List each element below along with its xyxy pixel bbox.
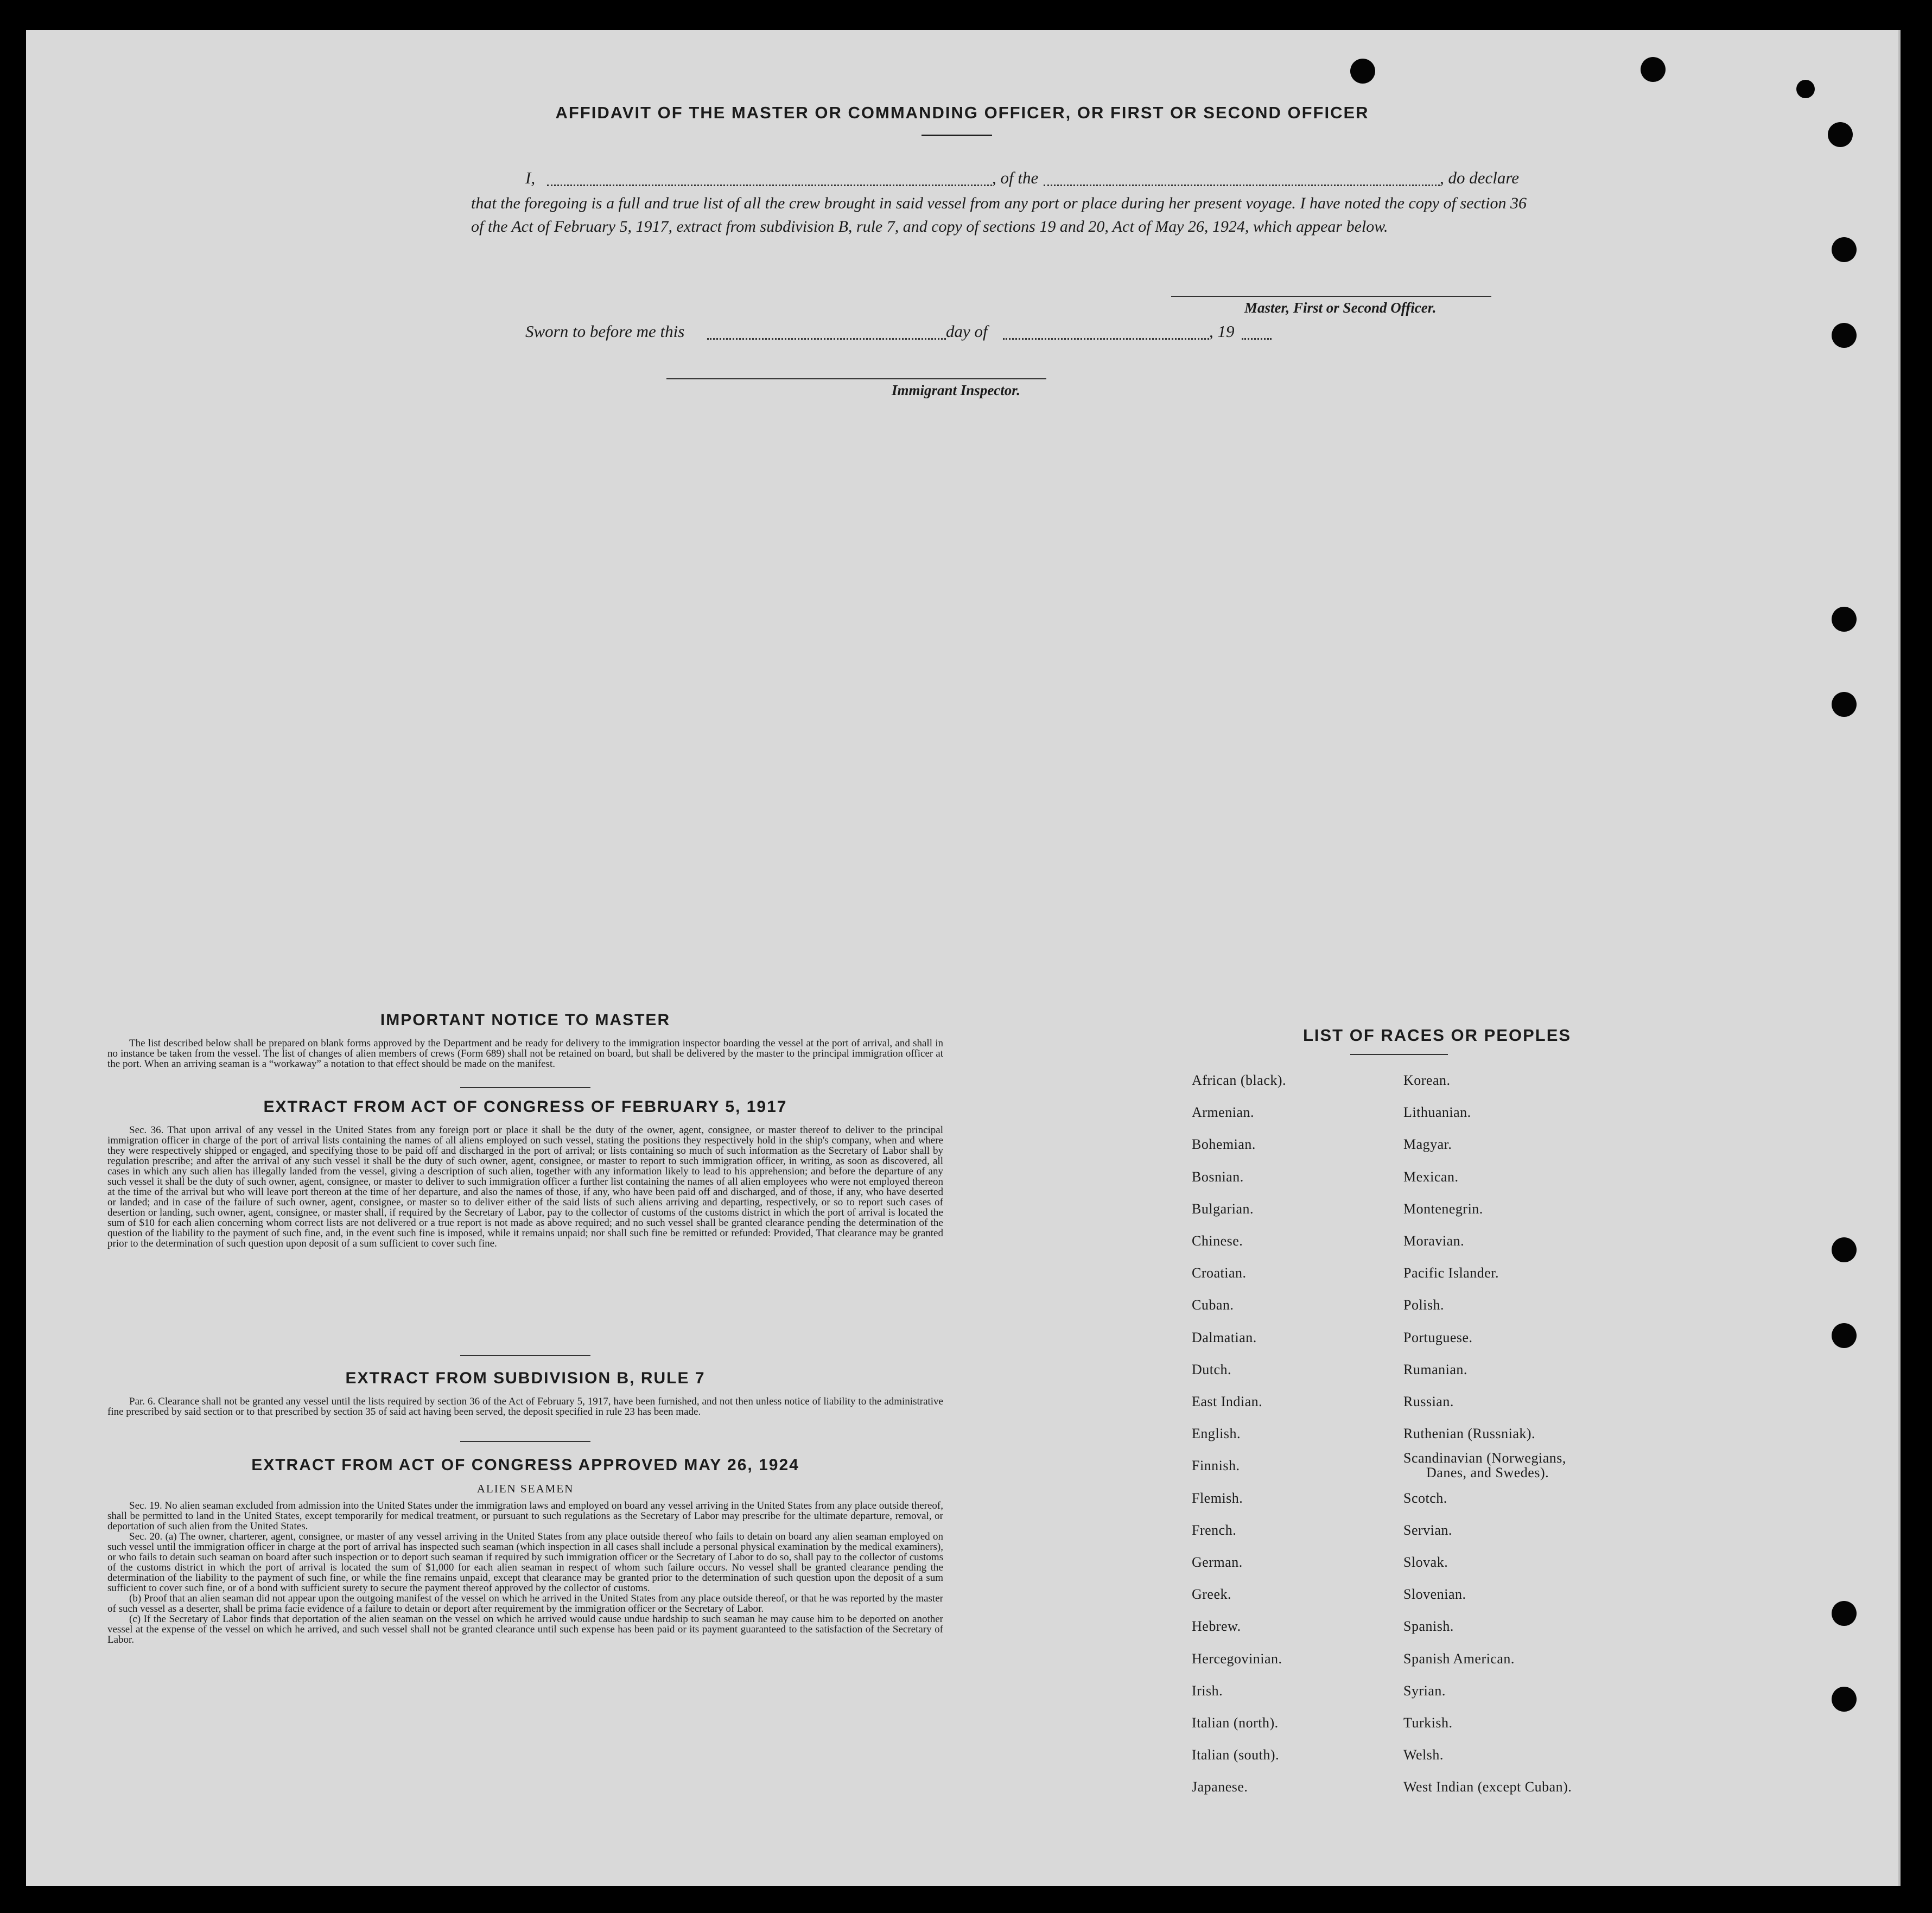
punch-hole [1832, 1237, 1857, 1262]
race-item: African (black). [1192, 1072, 1287, 1088]
race-item: Dutch. [1192, 1361, 1232, 1377]
punch-hole [1641, 57, 1666, 82]
race-item: Finnish. [1192, 1458, 1240, 1474]
race-item: German. [1192, 1554, 1243, 1570]
race-item: Spanish American. [1403, 1650, 1515, 1667]
race-item: Flemish. [1192, 1490, 1243, 1506]
affidavit-statement: that the foregoing is a full and true list of all the crew brought in said vessel from any port or place during her present voyage. I have noted the copy of section 36 of the Act of February 5, 1917, extract from subdivision B, rule 7, and copy of sections 19 and 20, Act of May 26, 1924, which appear below. [471, 194, 1527, 236]
section-36-paragraph: Sec. 36. That upon arrival of any vessel in the United States from any foreign port or place it shall be the duty of the owner, agent, consignee, or master thereof to deliver to the principal immigration officer in charge of the port of arrival lists containing the names of all aliens employed on such vessel, stating the positions they respectively hold in the ship's company, when and where they were respectively shipped or engaged, and specifying those to be paid off and discharged in the port of arrival; or lists containing so much of such information as the Secretary of Labor shall by regulation prescribe; and after the arrival of any such vessel it shall be the duty of such owner, agent, consignee, or master to report to such immigration officer, in writing, as soon as discovered, all cases in which any such alien has illegally landed from the vessel, giving a description of such alien, together with any information likely to lead to his apprehension; and before the departure of any such vessel it shall be the duty of such owner, agent, consignee, or master to deliver to such immigration officer a further list containing the names of all alien employees who were not employed thereon at the time of the arrival but who will leave port thereon at the time of her departure, and also the names of those, if any, who have been paid off and discharged, and of those, if any, who have deserted or landed; and in case of the failure of such owner, agent, consignee, or master so to deliver either of the said lists of such aliens arriving and departing, respectively, or so to report such cases of desertion or landing, such owner, agent, consignee, or master shall, if required by the Secretary of Labor, pay to the collector of customs of the customs district in which the port of arrival is located the sum of $10 for each alien concerning whom correct lists are not delivered or a true report is not made as above required; and no such vessel shall be granted clearance pending the determination of the question of the liability to the payment of such fine, and, in the event such fine is imposed, while it remains unpaid; nor shall such fine be remitted or refunded: Provided, That clearance may be granted prior to the determination of such question upon deposit of a sum sufficient to cover such fine. [107, 1124, 943, 1249]
notice-paragraph: The list described below shall be prepared on blank forms approved by the Department and be ready for delivery to the immigration inspector boarding the vessel at the port of arrival, and shall in no instance be taken from the vessel. The list of changes of alien members of crews (Form 689) shall not be retained on board, but shall be delivered by the master to the principal immigration officer at the port. When an arriving seaman is a “workaway” a notation to that effect should be made on the manifest. [107, 1038, 943, 1070]
race-item: Magyar. [1403, 1136, 1452, 1153]
race-item: Slovenian. [1403, 1586, 1466, 1603]
race-item: French. [1192, 1522, 1237, 1538]
race-item: Hercegovinian. [1192, 1650, 1282, 1667]
sworn-month-field[interactable] [1003, 338, 1209, 340]
sec-20b-paragraph: (b) Proof that an alien seaman did not appear upon the outgoing manifest of the vessel on which he arrived in the United States from any place outside thereof, or that he was reported by the master of such vessel as a deserter, shall be prima facie evidence of a failure to detain or deport after requirement by the immigration officer or the Secretary of Labor. [107, 1593, 943, 1615]
races-title-underline [1350, 1054, 1448, 1055]
race-item: Croatian. [1192, 1265, 1247, 1281]
notice-title: IMPORTANT NOTICE TO MASTER [380, 1011, 671, 1029]
race-item: Scotch. [1403, 1490, 1447, 1506]
punch-hole [1796, 80, 1815, 98]
master-signature-line[interactable] [1171, 296, 1491, 297]
race-item: Japanese. [1192, 1779, 1248, 1795]
sworn-day-field[interactable] [707, 338, 946, 340]
notice-body [107, 1038, 943, 1069]
race-item: East Indian. [1192, 1394, 1263, 1409]
of-the-label: , of the [992, 168, 1039, 187]
punch-hole [1832, 692, 1857, 717]
race-item: Pacific Islander. [1403, 1265, 1499, 1281]
punch-hole [1832, 607, 1857, 632]
punch-hole [1832, 1687, 1857, 1712]
race-item: Bulgarian. [1192, 1200, 1254, 1217]
sec-20a-paragraph: Sec. 20. (a) The owner, charterer, agent, consignee, or master of any vessel arriving in the United States from any place outside thereof who fails to detain on board any alien seaman employed on such vessel until the immigration officer in charge at the port of arrival has inspected such seaman (which inspection in all cases shall include a personal physical examination by the medical examiners), or who fails to detain such seaman on board after such inspection or to deport such seaman if required by such immigration officer or the Secretary of Labor to do so, shall pay to the collector of customs of the customs district in which the port of arrival is located the sum of $1,000 for each alien seaman in respect of whom such failure occurs. No vessel shall be granted clearance pending the determination of the liability to the payment of such fine, or while the fine remains unpaid, except that clearance may be granted prior to the determination of such question upon the deposit of a sum sufficient to cover such fine, or of a bond with sufficient surety to secure the payment thereof approved by the collector of customs. [107, 1531, 943, 1594]
race-item: West Indian (except Cuban). [1403, 1779, 1572, 1795]
race-item: Slovak. [1403, 1554, 1448, 1570]
do-declare-label: , do declare [1440, 168, 1520, 187]
race-item: Rumanian. [1403, 1361, 1467, 1377]
race-item: Cuban. [1192, 1297, 1234, 1313]
races-list-title: LIST OF RACES OR PEOPLES [1302, 1026, 1572, 1045]
sec-20c-paragraph: (c) If the Secretary of Labor finds that deportation of the alien seaman on the vessel on which he arrived would cause undue hardship to such seaman he may cause him to be deported on another vessel at the expense of the vessel on which he arrived, and such vessel shall not be granted clearance until such expense has been paid or its payment guaranteed to the satisfaction of the Secretary of Labor. [107, 1613, 943, 1645]
race-item: Italian (north). [1192, 1715, 1279, 1731]
race-item: Lithuanian. [1403, 1104, 1471, 1121]
race-item: Welsh. [1403, 1747, 1444, 1763]
punch-hole [1832, 323, 1857, 348]
par-6-paragraph: Par. 6. Clearance shall not be granted any vessel until the lists required by section 36 of the Act of February 5, 1917, have been furnished, and not then unless notice of liability to the administrative fine prescribed by said section or to that prescribed by section 35 of said act having been served, the deposit specified in rule 23 has been made. [107, 1396, 943, 1418]
extract-1924-body [107, 1501, 943, 1645]
extract-1917-body [107, 1125, 943, 1249]
race-item: Italian (south). [1192, 1747, 1280, 1763]
year-label: , 19 [1209, 322, 1235, 341]
vessel-name-field[interactable] [1044, 185, 1440, 186]
sworn-year-field[interactable] [1242, 338, 1272, 340]
affidavit-title: AFFIDAVIT OF THE MASTER OR COMMANDING OFFICER, OR FIRST OR SECOND OFFICER [555, 103, 1369, 122]
race-item: Armenian. [1192, 1104, 1254, 1121]
race-item: Montenegrin. [1403, 1200, 1483, 1217]
section-divider [460, 1441, 590, 1442]
punch-hole [1832, 237, 1857, 262]
race-item: Portuguese. [1403, 1329, 1473, 1345]
punch-hole [1828, 122, 1853, 147]
race-item: Dalmatian. [1192, 1329, 1257, 1345]
extract-rule7-title: EXTRACT FROM SUBDIVISION B, RULE 7 [345, 1369, 706, 1387]
inspector-signature-line[interactable] [666, 378, 1046, 379]
race-item: Russian. [1403, 1394, 1454, 1409]
race-item: Greek. [1192, 1586, 1232, 1603]
title-underline [921, 135, 992, 136]
affiant-name-field[interactable] [547, 185, 992, 186]
race-item: Chinese. [1192, 1233, 1243, 1249]
affiant-label: I, [525, 168, 536, 187]
race-item: Moravian. [1403, 1233, 1465, 1249]
extract-1917-title: EXTRACT FROM ACT OF CONGRESS OF FEBRUARY 5, 1917 [263, 1098, 787, 1116]
race-item: Polish. [1403, 1297, 1445, 1313]
sworn-label: Sworn to before me this [525, 322, 685, 341]
document-page [26, 30, 1901, 1886]
punch-hole [1832, 1601, 1857, 1626]
race-item: Turkish. [1403, 1715, 1453, 1731]
race-item: Irish. [1192, 1682, 1223, 1699]
master-caption: Master, First or Second Officer. [1244, 300, 1437, 316]
race-item: English. [1192, 1426, 1241, 1442]
section-divider [460, 1087, 590, 1088]
race-item: Servian. [1403, 1522, 1452, 1538]
race-item: Hebrew. [1192, 1618, 1241, 1635]
extract-rule7-body [107, 1396, 943, 1417]
day-of-label: day of [946, 322, 988, 341]
punch-hole [1350, 59, 1375, 84]
extract-1924-title: EXTRACT FROM ACT OF CONGRESS APPROVED MAY 26, 1924 [251, 1456, 799, 1474]
punch-hole [1832, 1323, 1857, 1348]
section-divider [460, 1355, 590, 1356]
race-item: Ruthenian (Russniak). [1403, 1426, 1536, 1442]
race-item: Mexican. [1403, 1168, 1459, 1185]
alien-seamen-subtitle: ALIEN SEAMEN [476, 1482, 574, 1495]
race-item: Spanish. [1403, 1618, 1454, 1635]
race-item: Scandinavian (Norwegians, Danes, and Swedes). [1403, 1450, 1566, 1481]
race-item: Bosnian. [1192, 1168, 1244, 1185]
sec-19-paragraph: Sec. 19. No alien seaman excluded from admission into the United States under the immigration laws and employed on board any vessel arriving in the United States from any place outside thereof, shall be permitted to land in the United States, except temporarily for medical treatment, or pursuant to such regulations as the Secretary of Labor may prescribe for the ultimate departure, removal, or deportation of such alien from the United States. [107, 1500, 943, 1532]
inspector-caption: Immigrant Inspector. [892, 382, 1021, 398]
race-item: Syrian. [1403, 1682, 1446, 1699]
race-item: Bohemian. [1192, 1136, 1256, 1153]
race-item: Korean. [1403, 1072, 1451, 1088]
